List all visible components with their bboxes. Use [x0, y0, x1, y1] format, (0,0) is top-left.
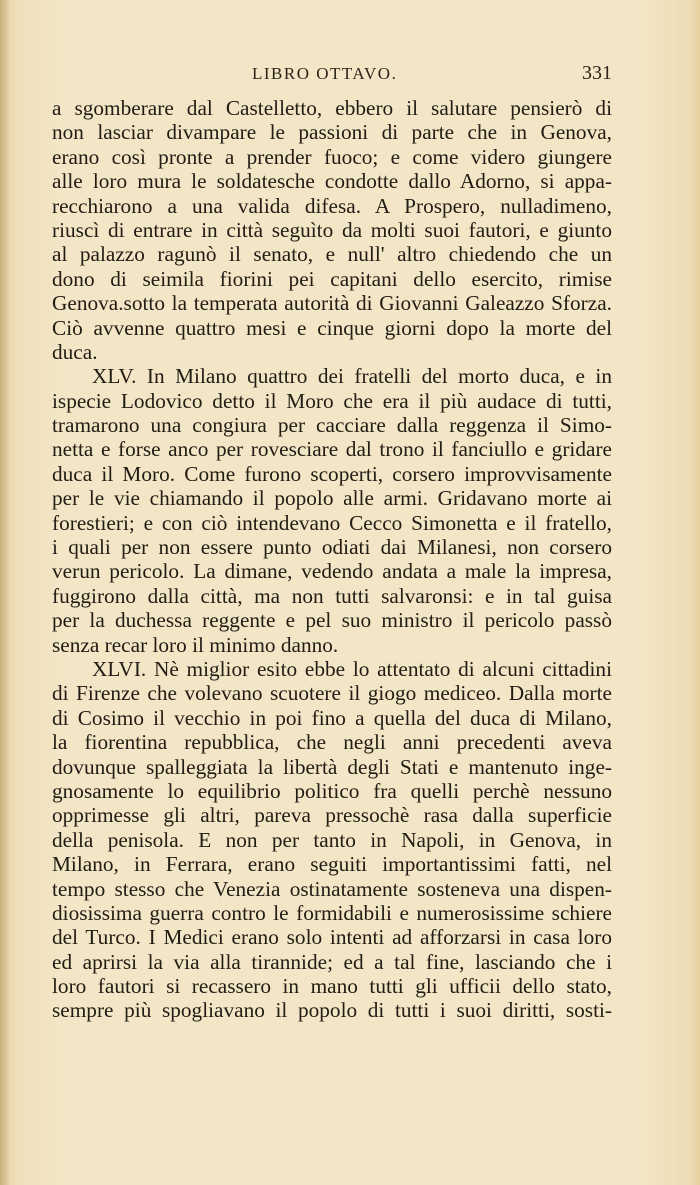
- text-line: a sgomberare dal Castelletto, ebbero il salutare pensierò di: [52, 96, 612, 120]
- text-line: tramarono una congiura per cacciare dalla reggenza il Simo-: [52, 413, 612, 438]
- text-line: recchiarono a una valida difesa. A Prospero, nulladimeno,: [52, 193, 612, 218]
- text-line: fuggirono dalla città, ma non tutti salvaronsi: e in tal guisa: [52, 583, 612, 608]
- text-line: Ciò avvenne quattro mesi e cinque giorni dopo la morte del: [52, 315, 612, 340]
- text-line: dono di seimila fiorini pei capitani dello esercito, rimise: [52, 266, 612, 291]
- text-line: Milano, in Ferrara, erano seguiti importantissimi fatti, nel: [52, 852, 612, 877]
- text-line: per le vie chiamando il popolo alle armi. Gridavano morte ai: [52, 486, 612, 511]
- page-header: [52, 62, 612, 86]
- text-line: al palazzo ragunò il senato, e null' altro chiedendo che un: [52, 242, 612, 267]
- text-line: opprimesse gli altri, pareva pressochè rasa dalla superficie: [52, 803, 612, 828]
- text-line: per la duchessa reggente e pel suo ministro il pericolo passò: [52, 608, 612, 633]
- text-line: i quali per non essere punto odiati dai Milanesi, non corsero: [52, 535, 612, 560]
- running-title: LIBRO OTTAVO.: [252, 64, 398, 83]
- text-line: ed aprirsi la via alla tirannide; ed a tal fine, lasciando che i: [52, 949, 612, 974]
- paragraph-end-line: duca.: [52, 339, 98, 364]
- text-line: gnosamente lo equilibrio politico fra quelli perchè nessuno: [52, 778, 612, 803]
- text-line: netta e forse anco per rovesciare dal trono il fanciullo e gridare: [52, 437, 612, 462]
- text-line: diosissima guerra contro le formidabili e numerosissime schiere: [52, 900, 612, 925]
- text-line: ispecie Lodovico detto il Moro che era il più audace di tutti,: [52, 388, 612, 413]
- text-line: erano così pronte a prender fuoco; e come videro giungere: [52, 144, 612, 169]
- text-line: alle loro mura le soldatesche condotte dallo Adorno, si appa-: [52, 169, 612, 194]
- text-line: del Turco. I Medici erano solo intenti ad afforzarsi in casa loro: [52, 925, 612, 950]
- text-line: di Cosimo il vecchio in poi fino a quella del duca di Milano,: [52, 705, 612, 730]
- text-line: duca il Moro. Come furono scoperti, corsero improvvisamente: [52, 461, 612, 486]
- text-line: loro fautori si recassero in mano tutti gli ufficii dello stato,: [52, 974, 612, 999]
- page-number: 331: [582, 62, 612, 84]
- text-line: forestieri; e con ciò intendevano Cecco Simonetta e il fratello,: [52, 510, 612, 535]
- text-line: la fiorentina repubblica, che negli anni precedenti aveva: [52, 730, 612, 755]
- spine-shadow: [0, 0, 10, 1185]
- text-line: della penisola. E non per tanto in Napoli, in Genova, in: [52, 827, 612, 852]
- text-line: dovunque spalleggiata la libertà degli Stati e mantenuto inge-: [52, 754, 612, 779]
- section-heading-line: XLV. In Milano quattro dei fratelli del morto duca, e in: [92, 364, 612, 389]
- text-line: verun pericolo. La dimane, vedendo andata a male la impresa,: [52, 559, 612, 584]
- text-line: Genova.sotto la temperata autorità di Giovanni Galeazzo Sforza.: [52, 291, 612, 316]
- text-line: riuscì di entrare in città seguìto da molti suoi fautori, e giunto: [52, 217, 612, 242]
- body-text: [52, 96, 612, 1023]
- section-heading-line: XLVI. Nè miglior esito ebbe lo attentato di alcuni cittadini: [92, 656, 612, 681]
- text-line: tempo stesso che Venezia ostinatamente sosteneva una dispen-: [52, 876, 612, 901]
- text-line: sempre più spogliavano il popolo di tutti i suoi diritti, sosti-: [52, 998, 612, 1023]
- text-line: di Firenze che volevano scuotere il giogo mediceo. Dalla morte: [52, 681, 612, 706]
- paragraph-end-line: senza recar loro il minimo danno.: [52, 632, 339, 657]
- text-line: non lasciar divampare le passioni di parte che in Genova,: [52, 120, 612, 145]
